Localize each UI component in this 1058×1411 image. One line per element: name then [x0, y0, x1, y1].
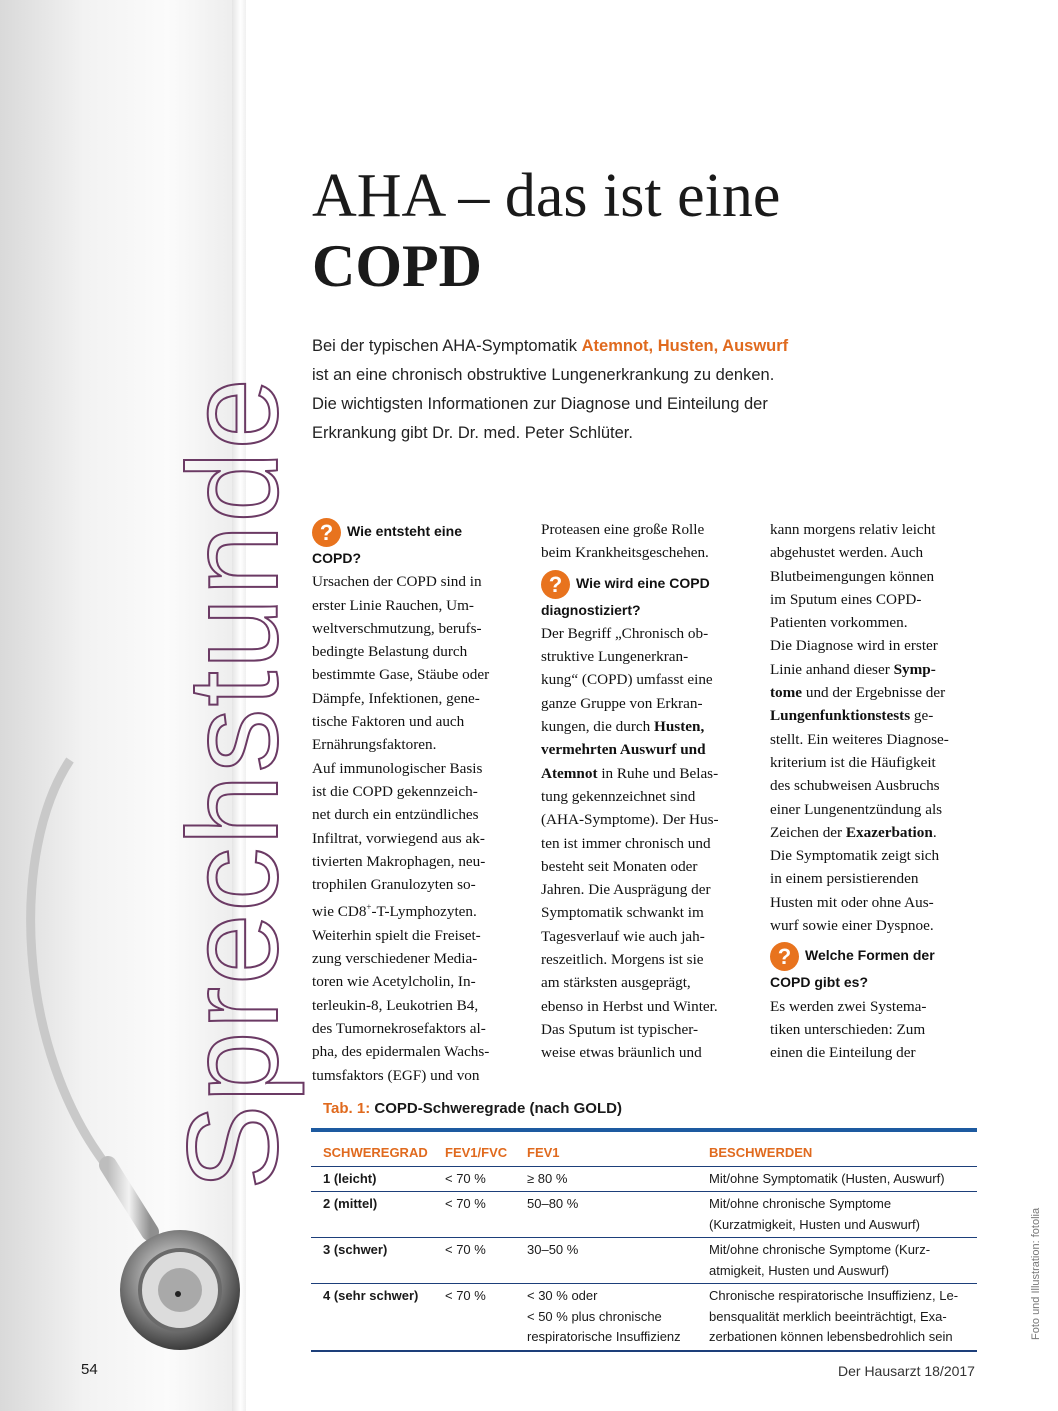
- table-caption: Tab. 1: COPD-Schweregrade (nach GOLD): [323, 1100, 622, 1117]
- paragraph: Es werden zwei Systema- tiken unterschieden: Zum einen die Einteilung der: [770, 997, 927, 1062]
- ratio-cell: < 70 %: [433, 1192, 515, 1238]
- fev1-cell: ≥ 80 %: [515, 1166, 697, 1192]
- question-heading: ? Welche Formen der COPD gibt es?: [770, 944, 935, 991]
- complaints-cell: Mit/ohne chronische Symptome (Kurz- atmigkeit, Husten und Auswurf): [697, 1238, 977, 1284]
- ratio-cell: < 70 %: [433, 1238, 515, 1284]
- lead-highlight: Atemnot, Husten, Auswurf: [581, 337, 789, 355]
- table-row: [311, 1238, 977, 1284]
- page-title-line2: COPD: [312, 233, 482, 299]
- question-mark-icon: ?: [770, 942, 799, 971]
- complaints-cell: Mit/ohne Symptomatik (Husten, Auswurf): [697, 1166, 977, 1192]
- complaints-cell: Mit/ohne chronische Symptome (Kurzatmigkeit, Husten und Auswurf): [697, 1192, 977, 1238]
- photo-credit: Foto und Illustration: fotolia: [1030, 1207, 1042, 1340]
- table-header-row: [311, 1141, 977, 1166]
- paragraph: Der Begriff „Chronisch ob- struktive Lungenerkran- kung“ (COPD) umfasst eine ganze Gruppe von Erkran- kungen, die durch Husten, vermehrten Auswurf und Atemnot in Ruhe und Belas- tung gekennzeichnet sind (AHA-Symptome). Der Hus- ten ist immer chronisch und besteht seit Monaten oder Jahren. Die Ausprägung der Symptomatik schwankt im Tagesverlauf wie auch jah- reszeitlich. Morgens ist sie am stärksten ausgeprägt, ebenso in Herbst und Winter. Das Sputum ist typischer- weise etwas bräunlich und: [541, 624, 719, 1062]
- complaints-cell: Chronische respiratorische Insuffizienz, Le- bensqualität merklich beeinträchtigt, Exa- zerbationen können lebensbedrohlich sein: [697, 1284, 977, 1351]
- page-title-line1: AHA – das ist eine: [312, 162, 781, 230]
- table-row: [311, 1284, 977, 1351]
- table-row: [311, 1166, 977, 1192]
- page-number: 54: [81, 1361, 98, 1378]
- question-mark-icon: ?: [312, 518, 341, 547]
- column-header: BESCHWERDEN: [709, 1145, 813, 1160]
- article-column-3: [770, 518, 980, 1065]
- grade-cell: 2 (mittel): [311, 1192, 433, 1238]
- column-header: SCHWEREGRAD: [323, 1145, 428, 1160]
- magazine-issue: Der Hausarzt 18/2017: [838, 1363, 975, 1379]
- table-row: [311, 1192, 977, 1238]
- column-header: FEV1: [527, 1145, 560, 1160]
- grade-cell: 3 (schwer): [311, 1238, 433, 1284]
- fev1-cell: < 30 % oder < 50 % plus chronische respiratorische Insuffizienz: [515, 1284, 697, 1351]
- ratio-cell: < 70 %: [433, 1284, 515, 1351]
- fev1-cell: 50–80 %: [515, 1192, 697, 1238]
- paragraph: kann morgens relativ leicht abgehustet werden. Auch Blutbeimengungen können im Sputum eines COPD- Patienten vorkommen. Die Diagnose wird in erster Linie anhand dieser Symp- tome und der Ergebnisse der Lungenfunktionstests ge- stellt. Ein weiteres Diagnose- kriterium ist die Häufigkeit des schubweisen Ausbruchs einer Lungenentzündung als Zeichen der Exazerbation. Die Symptomatik zeigt sich in einem persistierenden Husten mit oder ohne Aus- wurf sowie einer Dyspnoe.: [770, 521, 949, 935]
- ratio-cell: < 70 %: [433, 1166, 515, 1192]
- paragraph: Proteasen eine große Rolle beim Krankheitsgeschehen.: [541, 521, 709, 562]
- copd-severity-table: [311, 1141, 977, 1352]
- section-label: Sprechstunde: [162, 376, 305, 1190]
- column-header: FEV1/FVC: [445, 1145, 508, 1160]
- article-column-1: [312, 518, 522, 1087]
- lead-paragraph: Bei der typischen AHA-Symptomatik Atemnot, Husten, Auswurf ist an eine chronisch obstruktive Lungenerkrankung zu denken. Die wichtigsten Informationen zur Diagnose und Einteilung der Erkrankung gibt Dr. Dr. med. Peter Schlüter.: [312, 337, 789, 442]
- grade-cell: 1 (leicht): [311, 1166, 433, 1192]
- question-mark-icon: ?: [541, 570, 570, 599]
- fev1-cell: 30–50 %: [515, 1238, 697, 1284]
- question-heading: ? Wie entsteht eine COPD?: [312, 520, 463, 566]
- question-heading: ? Wie wird eine COPD diagnostiziert?: [541, 571, 710, 618]
- paragraph: Ursachen der COPD sind in erster Linie Rauchen, Um- weltverschmutzung, berufs- bedingte Belastung durch bestimmte Gase, Stäube oder Dämpfe, Infektionen, gene- tische Faktoren und auch Ernährungsfaktoren. Auf immunologischer Basis ist die COPD gekennzeich- net durch ein entzündliches Infiltrat, vorwiegend aus ak- tivierten Makrophagen, neu- trophilen Granulozyten so- wie CD8+-T-Lymphozyten. Weiterhin spielt die Freiset- zung verschiedener Media- toren wie Acetylcholin, In- terleukin-8, Leukotrien B4, des Tumornekrosefaktors al- pha, des epidermalen Wachs- tumsfaktors (EGF) und von: [312, 573, 490, 1084]
- grade-cell: 4 (sehr schwer): [311, 1284, 433, 1351]
- table-top-rule: [311, 1128, 977, 1132]
- article-column-2: [541, 518, 751, 1065]
